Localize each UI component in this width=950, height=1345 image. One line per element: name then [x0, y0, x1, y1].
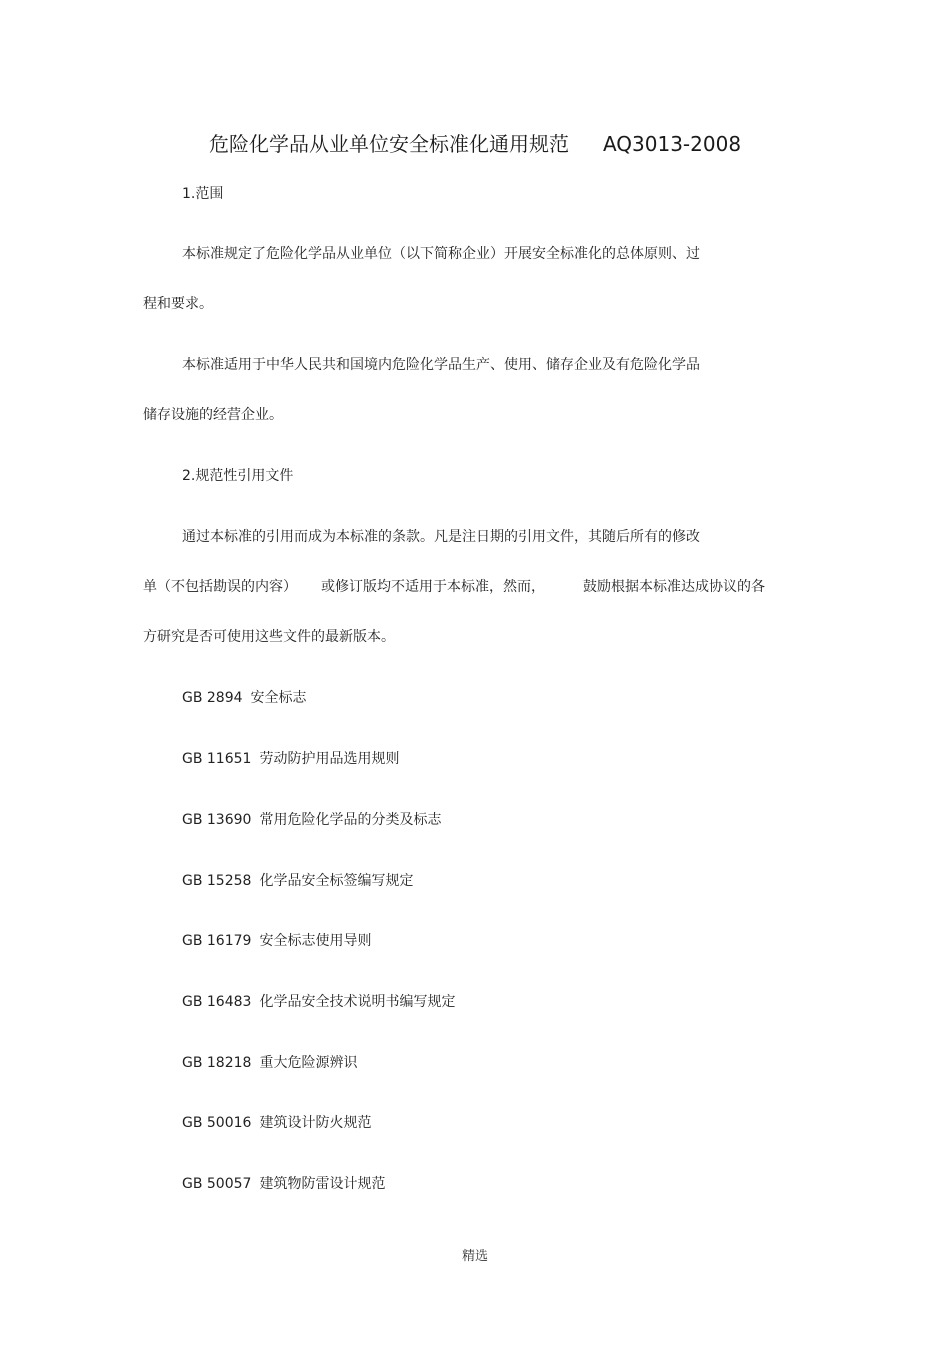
reference-title: 劳动防护用品选用规则 — [259, 751, 400, 767]
reference-code: GB 50057 — [182, 1176, 252, 1192]
reference-title: 常用危险化学品的分类及标志 — [259, 812, 442, 828]
reference-title: 化学品安全标签编写规定 — [259, 873, 414, 889]
reference-item — [182, 688, 307, 708]
reference-item — [182, 992, 455, 1012]
reference-code: GB 15258 — [182, 873, 252, 889]
reference-title: 重大危险源辨识 — [259, 1055, 358, 1071]
reference-code: GB 16179 — [182, 933, 252, 949]
standard-code: AQ3013-2008 — [602, 132, 742, 156]
reference-item — [182, 1174, 385, 1194]
scope-paragraph-2-line-2: 储存设施的经营企业。 — [143, 407, 283, 423]
section-2-heading: 2.规范性引用文件 — [182, 468, 294, 484]
page-footer: 精选 — [461, 1249, 488, 1264]
scope-paragraph-1-line-2: 程和要求。 — [143, 296, 213, 312]
references-paragraph-line-2-part-b: 或修订版均不适用于本标准，然而， — [321, 579, 545, 595]
references-paragraph-line-1: 通过本标准的引用而成为本标准的条款。凡是注日期的引用文件，其随后所有的修改 — [182, 529, 700, 545]
reference-item — [182, 810, 441, 830]
title-text: 危险化学品从业单位安全标准化通用规范 — [208, 132, 569, 156]
reference-title: 安全标志使用导则 — [259, 933, 372, 949]
reference-title: 化学品安全技术说明书编写规定 — [259, 994, 456, 1010]
reference-title: 建筑设计防火规范 — [259, 1115, 372, 1131]
section-1-heading: 1.范围 — [182, 186, 224, 202]
reference-title: 安全标志 — [250, 690, 307, 706]
scope-paragraph-1-line-1: 本标准规定了危险化学品从业单位（以下简称企业）开展安全标准化的总体原则、过 — [182, 246, 700, 262]
references-paragraph-line-2 — [143, 577, 765, 597]
reference-code: GB 2894 — [182, 690, 243, 706]
reference-code: GB 50016 — [182, 1115, 252, 1131]
document-title — [0, 130, 950, 158]
reference-item — [182, 931, 371, 951]
references-paragraph-line-3: 方研究是否可使用这些文件的最新版本。 — [143, 629, 395, 645]
reference-code: GB 16483 — [182, 994, 252, 1010]
reference-code: GB 18218 — [182, 1055, 252, 1071]
reference-title: 建筑物防雷设计规范 — [259, 1176, 386, 1192]
reference-item — [182, 1053, 357, 1073]
reference-item — [182, 749, 399, 769]
references-paragraph-line-2-part-c: 鼓励根据本标准达成协议的各 — [583, 579, 765, 595]
reference-item — [182, 1113, 371, 1133]
reference-code: GB 13690 — [182, 812, 252, 828]
references-paragraph-line-2-part-a: 单（不包括勘误的内容） — [143, 579, 297, 595]
scope-paragraph-2-line-1: 本标准适用于中华人民共和国境内危险化学品生产、使用、储存企业及有危险化学品 — [182, 357, 700, 373]
reference-item — [182, 871, 413, 891]
reference-code: GB 11651 — [182, 751, 252, 767]
